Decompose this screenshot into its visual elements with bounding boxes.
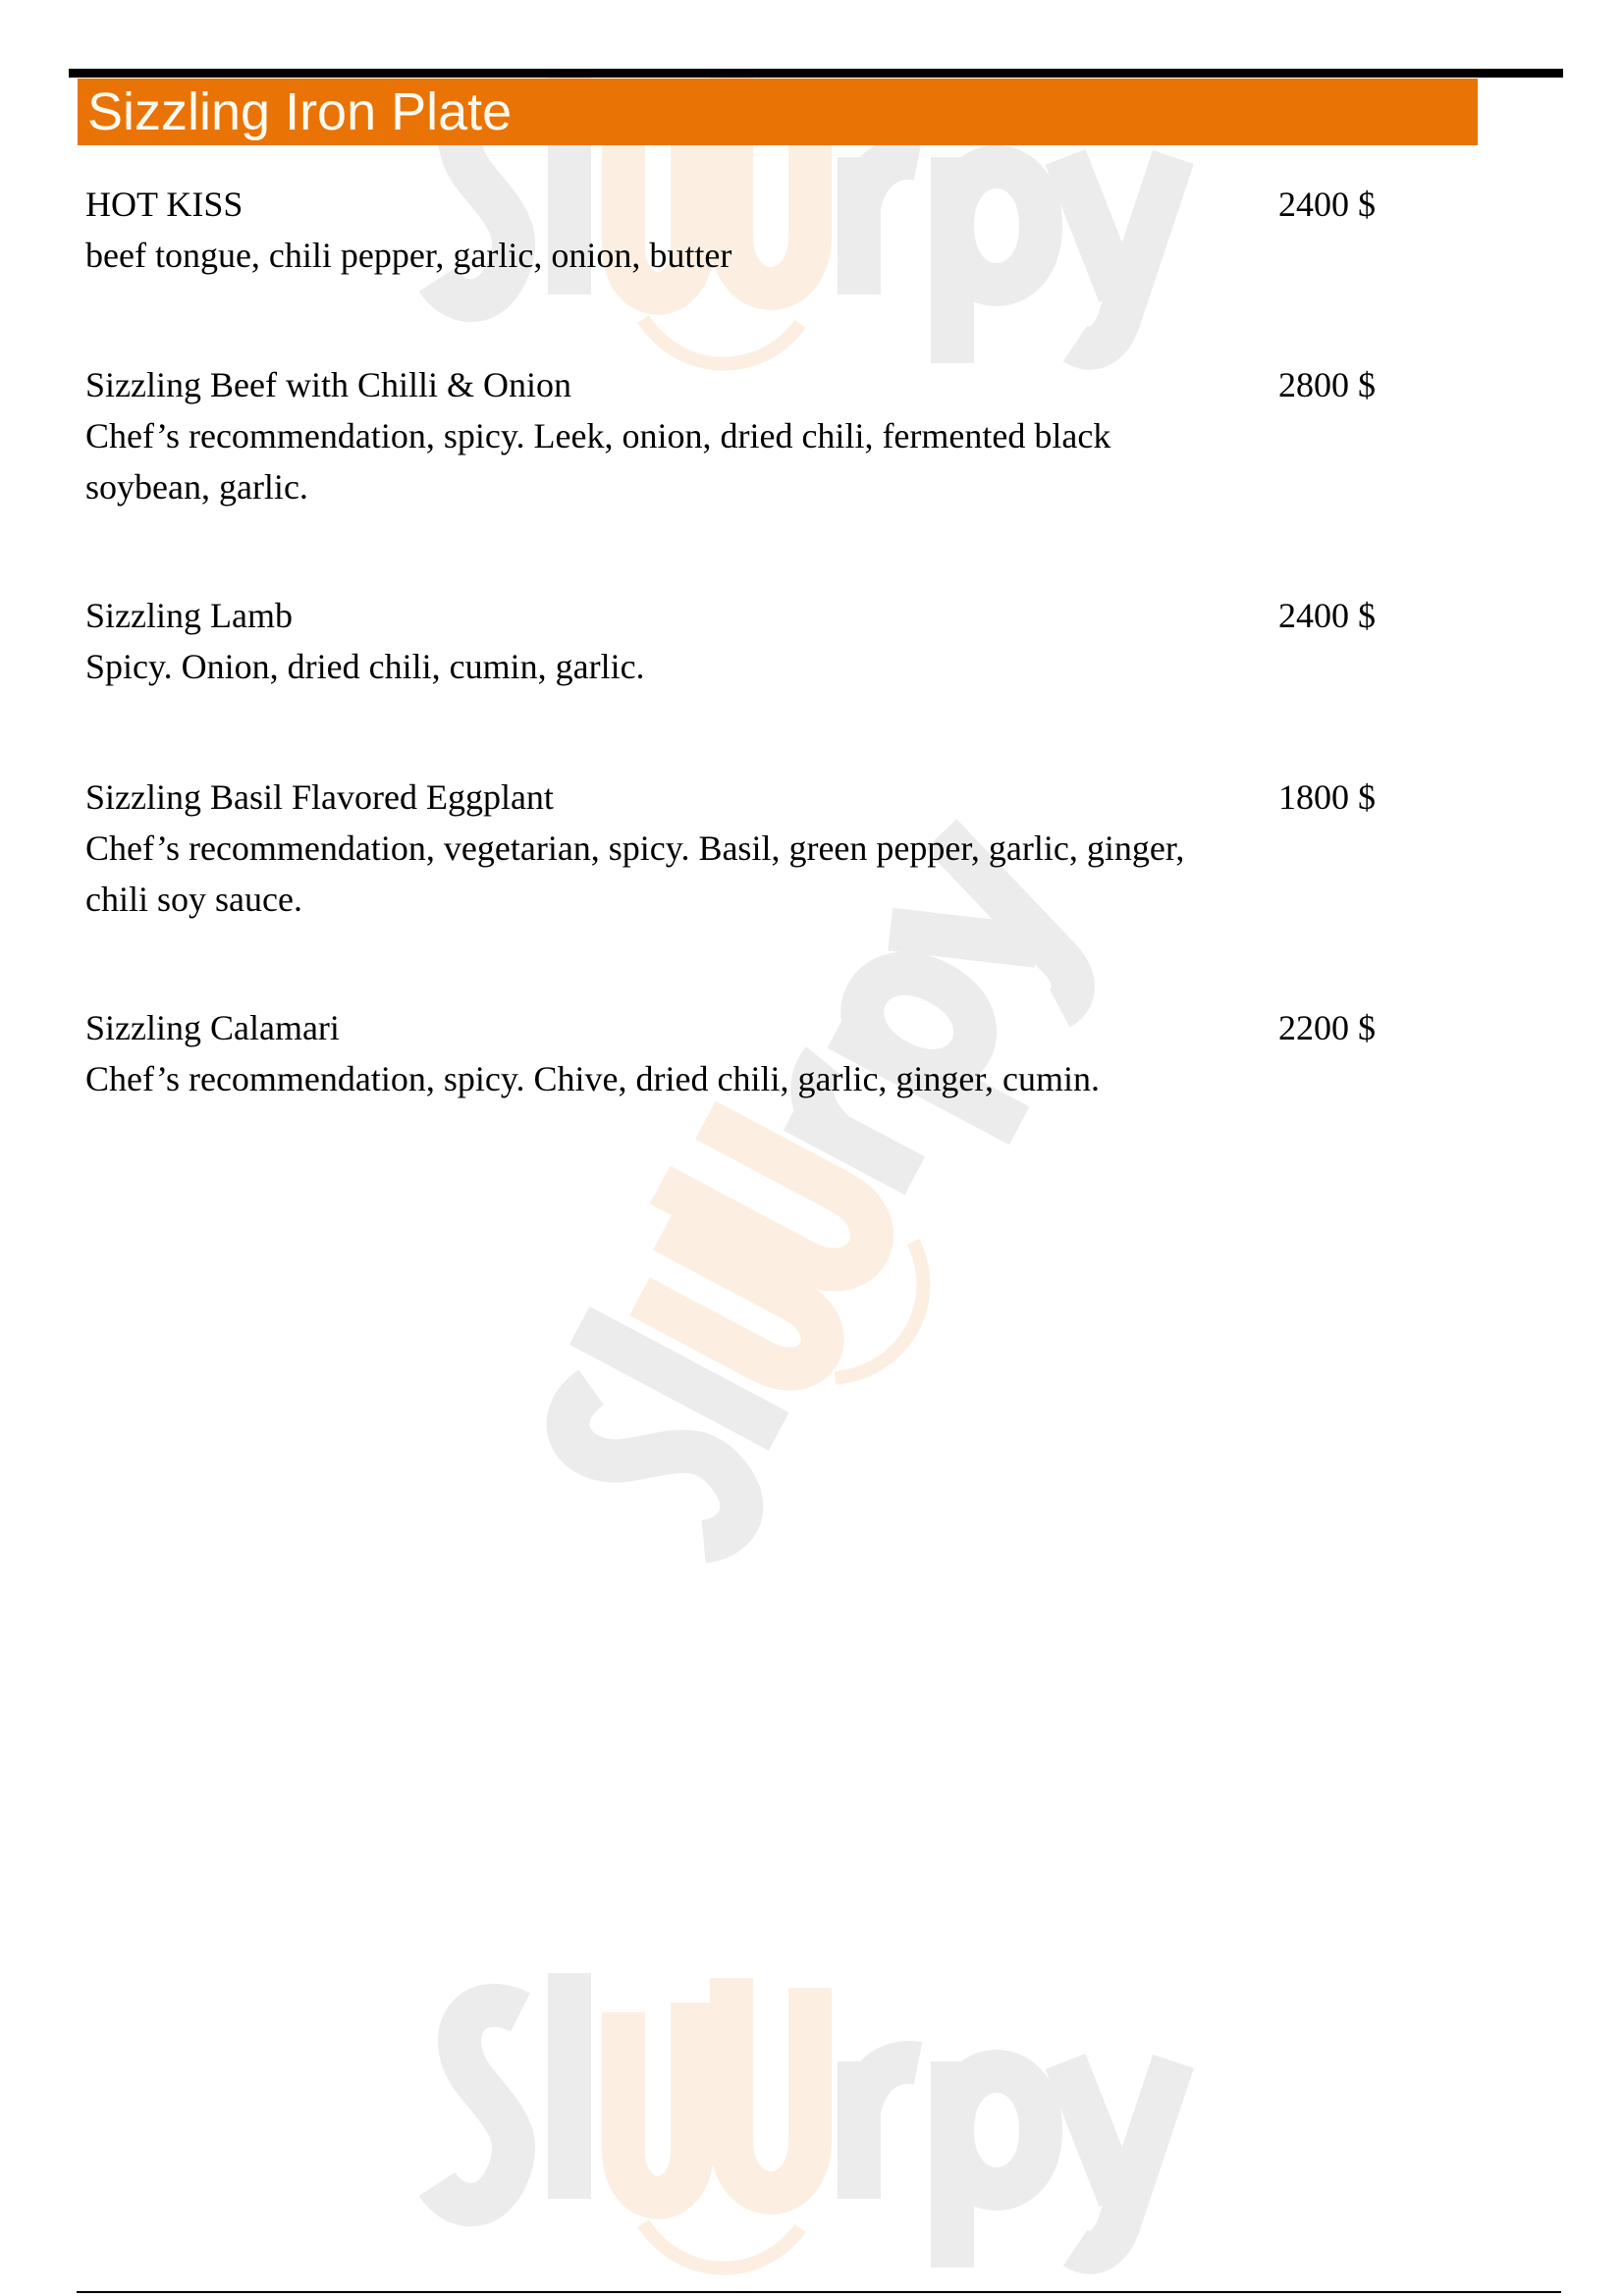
item-price: 1800 $ bbox=[1278, 777, 1376, 817]
item-price: 2200 $ bbox=[1278, 1008, 1376, 1047]
top-divider bbox=[69, 69, 1563, 78]
item-price: 2400 $ bbox=[1278, 185, 1376, 224]
section-title: Sizzling Iron Plate bbox=[87, 82, 513, 141]
bottom-divider bbox=[77, 2291, 1561, 2293]
item-description: Chef’s recommendation, spicy. Leek, onion, dried chili, fermented black soybean, garlic. bbox=[85, 416, 1111, 507]
item-name: Sizzling Basil Flavored Eggplant bbox=[85, 777, 554, 817]
item-name: Sizzling Beef with Chilli & Onion bbox=[85, 365, 571, 404]
watermark-logo bbox=[412, 1953, 1218, 2287]
item-description: beef tongue, chili pepper, garlic, onion, butter bbox=[85, 236, 732, 275]
item-name: HOT KISS bbox=[85, 185, 244, 224]
menu-item bbox=[85, 1002, 1401, 1104]
item-name: Sizzling Calamari bbox=[85, 1008, 340, 1047]
menu-item bbox=[85, 179, 1401, 281]
item-name: Sizzling Lamb bbox=[85, 596, 293, 635]
menu-item bbox=[85, 359, 1401, 512]
menu-item bbox=[85, 772, 1401, 925]
item-price: 2400 $ bbox=[1278, 596, 1376, 635]
item-price: 2800 $ bbox=[1278, 365, 1376, 404]
item-description: Chef’s recommendation, vegetarian, spicy. Basil, green pepper, garlic, ginger, chili soy sauce. bbox=[85, 828, 1185, 919]
item-description: Chef’s recommendation, spicy. Chive, dried chili, garlic, ginger, cumin. bbox=[85, 1059, 1100, 1098]
item-description: Spicy. Onion, dried chili, cumin, garlic. bbox=[85, 647, 645, 686]
menu-item bbox=[85, 590, 1401, 692]
section-header bbox=[78, 79, 1478, 145]
